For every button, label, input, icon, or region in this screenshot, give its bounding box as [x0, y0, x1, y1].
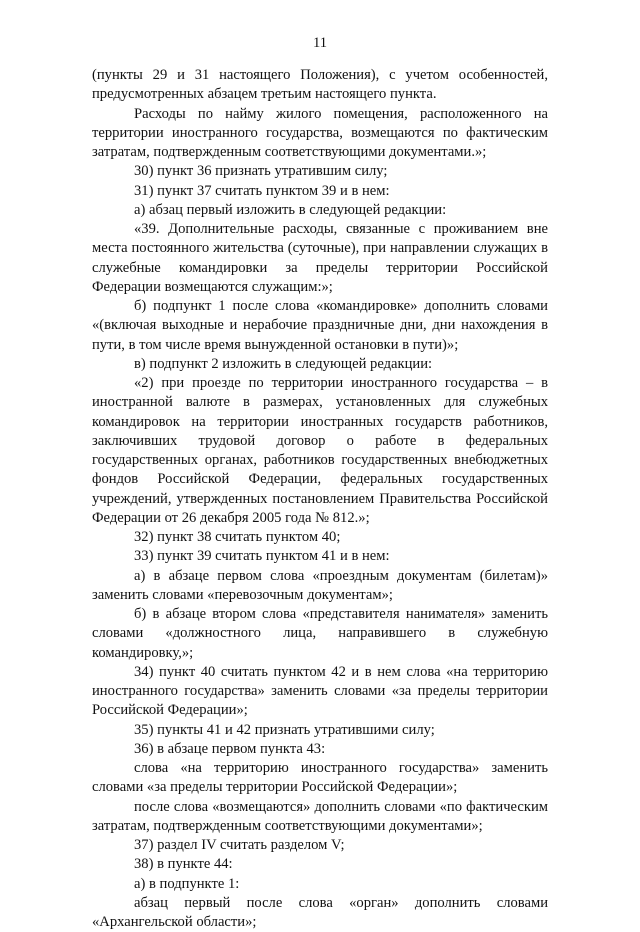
paragraph: 30) пункт 36 признать утратившим силу;: [134, 163, 388, 180]
paragraph: слова «на территорию иностранного государства» заменить словами «за пределы территории Российской Федерации»;: [92, 760, 548, 796]
paragraph: 35) пункты 41 и 42 признать утратившими силу;: [134, 721, 435, 738]
paragraph: а) абзац первый изложить в следующей редакции:: [134, 201, 447, 218]
paragraph: «39. Дополнительные расходы, связанные с проживанием вне места постоянного жительства (суточные), при направлении служащих в служебные командировки за пределы территории Российской Федерации возмещаются служащим:»;: [92, 221, 548, 295]
paragraph: а) в абзаце первом слова «проездным документам (билетам)» заменить словами «перевозочным документам»;: [92, 567, 548, 603]
paragraph: 36) в абзаце первом пункта 43:: [134, 740, 326, 757]
paragraph: «2) при проезде по территории иностранного государства – в иностранной валюте в размерах, установленных для служебных командировок на территории иностранных государств работников, заключивших трудовой договор о работе в федеральных государственных органах, работников государственных внебюджетных фондов Российской Федерации, федеральных государственных учреждений, утвержденных постановлением Правительства Российской Федерации от 26 декабря 2005 года № 812.»;: [92, 375, 548, 526]
paragraph: б) подпункт 1 после слова «командировке» дополнить словами «(включая выходные и нерабочие праздничные дни, дни нахождения в пути, в том числе время вынужденной остановки в пути)»;: [92, 298, 548, 353]
paragraph: а) в подпункте 1:: [134, 875, 240, 892]
paragraph: 34) пункт 40 считать пунктом 42 и в нем слова «на территорию иностранного государства» заменить словами «за пределы территории Российской Федерации»;: [92, 663, 548, 719]
page-number: 11: [312, 35, 328, 51]
paragraph: абзац первый после слова «орган» дополнить словами «Архангельской области»;: [92, 894, 548, 930]
paragraph: (пункты 29 и 31 настоящего Положения), с учетом особенностей, предусмотренных абзацем третьим настоящего пункта.: [92, 67, 548, 103]
paragraph: в) подпункт 2 изложить в следующей редакции:: [134, 355, 433, 372]
paragraph: б) в абзаце втором слова «представителя нанимателя» заменить словами «должностного лица, направившего в служебную командировку,»;: [92, 606, 548, 661]
document-body: [92, 66, 548, 932]
paragraph: 38) в пункте 44:: [134, 856, 233, 873]
paragraph: после слова «возмещаются» дополнить словами «по фактическим затратам, подтвержденным соответствующими документами»;: [92, 798, 548, 834]
paragraph: 37) раздел IV считать разделом V;: [134, 837, 345, 853]
paragraph: Расходы по найму жилого помещения, расположенного на территории иностранного государства, возмещаются по фактическим затратам, подтвержденным соответствующими документами.»;: [92, 105, 548, 160]
paragraph: 31) пункт 37 считать пунктом 39 и в нем:: [134, 182, 390, 199]
paragraph: 32) пункт 38 считать пунктом 40;: [134, 529, 341, 545]
paragraph: 33) пункт 39 считать пунктом 41 и в нем:: [134, 548, 390, 565]
